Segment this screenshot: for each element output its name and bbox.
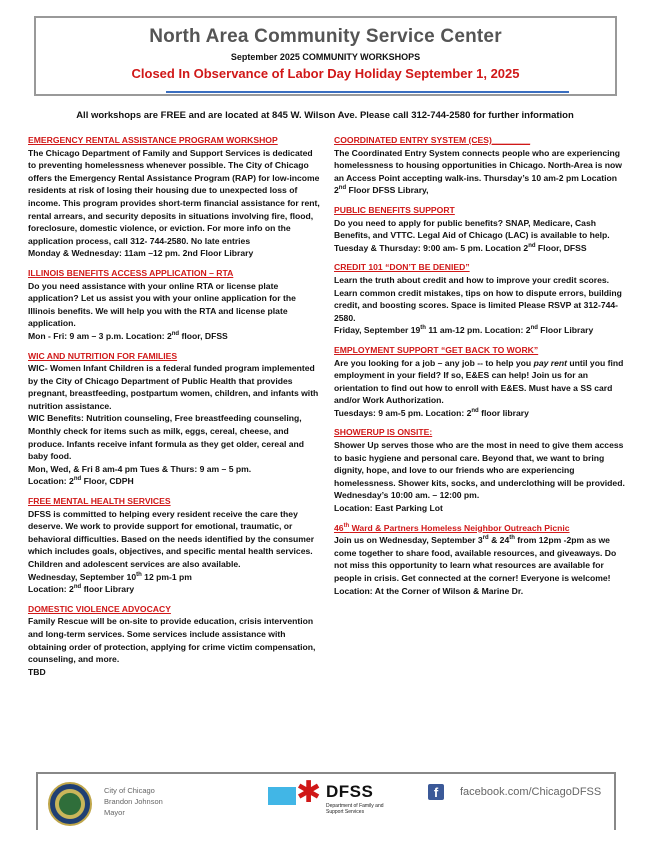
section-title: EMERGENCY RENTAL ASSISTANCE PROGRAM WORKSHOP [28,135,278,145]
section-location: Location: 2nd Floor, CDPH [28,476,134,487]
mayor-name: Brandon Johnson [104,797,163,806]
section-title: WIC AND NUTRITION FOR FAMILIES [28,350,178,361]
section-time: Wednesday, September 10th 12 pm-1 pm [28,571,192,582]
section-employment [334,344,626,420]
section-title: EMPLOYMENT SUPPORT “GET BACK TO WORK” [334,344,539,355]
section-body: Shower Up serves those who are the most in need to give them access to basic hygiene and personal care. Beyond that, we want to bring dignity, hope, and love to our friends who are experiencing homelessness. Shower kits, socks, and underclothing will be provided. Wednesday’s 10:00 am. – 12:00 pm. Location: East Parking Lot [334,440,625,514]
facebook-icon[interactable]: f [428,784,444,800]
closure-notice: Closed In Observance of Labor Day Holiday September 1, 2025 [131,66,520,81]
intro-text: All workshops are FREE and are located at 845 W. Wilson Ave. Please call 312-744-2580 for further information [76,110,574,121]
section-rental-assistance [28,134,322,260]
dfss-flag-bar-icon [268,787,296,805]
section-domestic-violence [28,603,322,679]
section-ward-picnic [334,522,626,598]
city-seal-icon [48,782,92,826]
section-body: Do you need to apply for public benefits? SNAP, Medicare, Cash Benefits, and VTTC. Legal Aid of Chicago (LAC) is available to help. Tuesday & Thursday: 9:00 am- 5 pm. Location 2nd Floor, DFSS [334,217,610,253]
section-rta [28,267,322,343]
section-title: 46th Ward & Partners Homeless Neighbor Outreach Picnic [334,522,570,533]
city-name: City of Chicago [104,786,155,795]
section-wic [28,350,322,489]
section-time: Friday, September 19th 11 am-12 pm. Location: 2nd Floor Library [334,325,594,336]
mayor-title: Mayor [104,808,125,817]
section-title: FREE MENTAL HEALTH SERVICES [28,496,171,507]
section-title: DOMESTIC VIOLENCE ADVOCACY [28,603,171,614]
section-body: Join us on Wednesday, September 3rd & 24th from 12pm -2pm as we come together to share food, available resources, and giveaways. Do not miss this opportunity to learn what resources are available for people in crisis. Get connected at the corner! Everyone is welcome! Location: At the Corner of Wilson & Marine Dr. [334,535,617,596]
section-title: ILLINOIS BENEFITS ACCESS APPLICATION – RTA [28,267,234,278]
section-public-benefits [334,204,626,254]
section-showerup [334,426,626,514]
left-column [28,134,322,685]
section-location: Location: 2nd floor Library [28,584,135,595]
header-box [34,16,617,96]
section-title: COORDINATED ENTRY SYSTEM (CES)________ [334,135,531,145]
page-title: North Area Community Service Center [149,26,502,47]
dfss-star-icon: ✱ [296,776,322,809]
section-time: Tuesdays: 9 am-5 pm. Location: 2nd floor library [334,407,529,418]
section-body: The Coordinated Entry System connects people who are experiencing homelessness to housing opportunities in Chicago. North-Area is now an Access Point accepting walk-ins. Thursday’s 10 am-2 pm Location 2nd Floor DFSS Library, [334,147,622,196]
section-mental-health [28,495,322,596]
right-column [334,134,626,604]
section-credit-101 [334,261,626,337]
section-time: Mon - Fri: 9 am – 3 p.m. Location: 2nd floor, DFSS [28,330,228,341]
page-subtitle: September 2025 COMMUNITY WORKSHOPS [230,52,421,62]
dfss-logo-name: DFSS [326,782,374,801]
section-body: Family Rescue will be on-site to provide education, crisis intervention and long-term services. Some services include assistance with obtaining order of protection, applying for crime victim compensation, counseling, and more. TBD [28,616,316,677]
facebook-link[interactable]: facebook.com/ChicagoDFSS [460,786,602,798]
section-title: PUBLIC BENEFITS SUPPORT [334,204,455,215]
section-ces [334,134,626,197]
section-body: WIC- Women Infant Children is a federal funded program implemented by the City of Chicago Department of Public Health that provides pregnant, breastfeeding, postpartum women, children, and infants with nutrition assistance. WIC Benefits: Nutrition counseling, Free breastfeeding counseling, Monthly check for items such as milk, eggs, cereal, cheese, and produce. Infants receive infant formula as they get older, cereal and baby food. Mon, Wed, & Fri 8 am-4 pm Tues & Thurs: 9 am – 5 pm. [28,363,319,474]
section-body: Learn the truth about credit and how to improve your credit scores. Learn common credit mistakes, tips on how to dispute errors, building credit, and boosting scores. Space is limited Please RSVP at 312-744-2580. [334,274,622,323]
section-body: Are you looking for a job – any job -- to help you pay rent until you find employment in your field? If so, E&ES can help! Join us for an orientation to find out how to enroll with E&ES. Must have a SS card and/or Work Authorization. [334,357,624,406]
section-title: CREDIT 101 “DON’T BE DENIED” [334,262,470,273]
section-body: DFSS is committed to helping every resident receive the care they deserve. We work to provide support for emotional, traumatic, or behavioral difficulties. Based on the needs identified by the consumer which includes goals, objectives, and specific mental health services. Children and adolescent services are also available. [28,508,315,569]
section-body: Do you need assistance with your online RTA or license plate application? Let us assist you with your online application for the Illinois benefits. We will help you with the RTA and license plate application. [28,280,296,329]
section-body: The Chicago Department of Family and Support Services is dedicated to preventing homelessness whenever possible. The City of Chicago offers the Emergency Rental Assistance Program (RAP) for low-income residents at risk of losing their housing due to unexpected loss of income. This program provides short-term financial assistance for rent, rental arrears, and security deposits in situations involving fire, flood, foreclosure, domestic violence, or eviction. For more info on the application process, call 312- 744-2580. No late entries Monday & Wednesday: 11am –12 pm. 2nd Floor Library [28,147,320,259]
section-title: SHOWERUP IS ONSITE: [334,427,433,438]
city-info [104,785,163,818]
header-rule [166,91,569,93]
dfss-logo-desc: Department of Family and Support Services [326,803,384,815]
